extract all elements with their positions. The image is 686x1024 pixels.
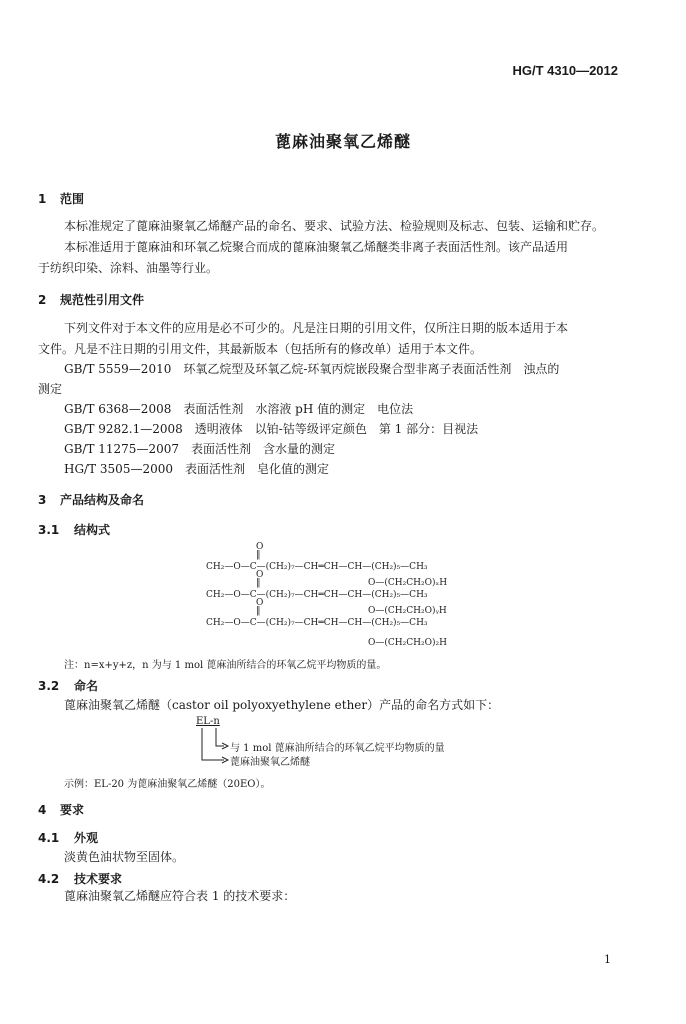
section-number: 1 (38, 192, 47, 206)
naming-label: 与 1 mol 蓖麻油所结合的环氧乙烷平均物质的量 (230, 743, 445, 754)
section-title: 范围 (60, 192, 85, 206)
section-number: 3 (38, 493, 47, 507)
subsection-3-2-heading (38, 677, 98, 694)
section-title: 技术要求 (74, 872, 123, 886)
paragraph: 本标准规定了蓖麻油聚氧乙烯醚产品的命名、要求、试验方法、检验规则及标志、包装、运输和贮存。 (64, 219, 605, 233)
formula-row: CH₂—O—C—(CH₂)₇—CH═CH—CH—(CH₂)₅—CH₃ (206, 590, 428, 600)
section-title: 规范性引用文件 (60, 293, 145, 307)
paragraph: 淡黄色油状物至固体。 (64, 850, 185, 864)
naming-code: EL-n (196, 716, 220, 727)
section-number: 4 (38, 803, 47, 817)
paragraph: 本标准适用于蓖麻油和环氧乙烷聚合而成的蓖麻油聚氧乙烯醚类非离子表面活性剂。该产品适用 (64, 240, 569, 254)
subsection-4-2-heading (38, 870, 122, 887)
section-number: 2 (38, 293, 47, 307)
formula-row: CH₂—O—C—(CH₂)₇—CH═CH—CH—(CH₂)₅—CH₃ (206, 562, 428, 572)
carbonyl-oxygen: O (256, 598, 264, 608)
section-number: 4.2 (38, 872, 60, 886)
section-title: 结构式 (74, 523, 111, 537)
example-line: 示例：EL-20 为蓖麻油聚氧乙烯醚（20EO）。 (64, 779, 271, 790)
page-title: 蓖麻油聚氧乙烯醚 (274, 132, 411, 151)
paragraph: 于纺织印染、涂料、油墨等行业。 (38, 261, 219, 275)
subsection-3-1-heading (38, 521, 110, 538)
formula-row: CH₂—O—C—(CH₂)₇—CH═CH—CH—(CH₂)₅—CH₃ (206, 618, 428, 628)
eo-chain: O—(CH₂CH₂O)ᵧH (368, 606, 447, 616)
section-1-heading (38, 190, 84, 207)
reference-item: GB/T 11275—2007 表面活性剂 含水量的测定 (64, 442, 335, 456)
section-4-heading (38, 801, 84, 818)
standard-number: HG/T 4310—2012 (512, 63, 618, 78)
reference-item: GB/T 9282.1—2008 透明液体 以铂-钴等级评定颜色 第 1 部分：目视法 (64, 422, 479, 436)
reference-item: GB/T 5559—2010 环氧乙烷型及环氧乙烷-环氧丙烷嵌段聚合型非离子表面活性剂 浊点的 (64, 362, 560, 376)
eo-chain: O—(CH₂CH₂O)₂H (368, 638, 447, 648)
subsection-4-1-heading (38, 829, 98, 846)
paragraph: 下列文件对于本文件的应用是必不可少的。凡是注日期的引用文件，仅所注日期的版本适用于本 (64, 321, 569, 335)
section-number: 4.1 (38, 831, 60, 845)
section-title: 命名 (74, 679, 99, 693)
paragraph: 蓖麻油聚氧乙烯醚应符合表 1 的技术要求： (64, 889, 296, 903)
section-number: 3.2 (38, 679, 60, 693)
naming-label: 蓖麻油聚氧乙烯醚 (230, 757, 310, 768)
page-number: 1 (604, 953, 611, 966)
double-bond: ‖ (256, 578, 261, 588)
carbonyl-oxygen: O (256, 570, 264, 580)
structural-formula (206, 542, 466, 652)
naming-diagram (196, 716, 516, 770)
carbonyl-oxygen: O (256, 542, 264, 552)
double-bond: ‖ (256, 550, 261, 560)
formula-note: 注：n=x+y+z，n 为与 1 mol 蓖麻油所结合的环氧乙烷平均物质的量。 (64, 660, 387, 671)
section-title: 产品结构及命名 (60, 493, 145, 507)
paragraph: 蓖麻油聚氧乙烯醚（castor oil polyoxyethylene ether）产品的命名方式如下： (64, 698, 500, 712)
reference-item: GB/T 6368—2008 表面活性剂 水溶液 pH 值的测定 电位法 (64, 402, 414, 416)
eo-chain: O—(CH₂CH₂O)ₓH (368, 578, 448, 588)
section-title: 要求 (60, 803, 85, 817)
section-title: 外观 (74, 831, 99, 845)
section-2-heading (38, 291, 144, 308)
reference-item: 测定 (38, 382, 63, 396)
section-number: 3.1 (38, 523, 60, 537)
section-3-heading (38, 491, 144, 508)
double-bond: ‖ (256, 606, 261, 616)
reference-item: HG/T 3505—2000 表面活性剂 皂化值的测定 (64, 462, 329, 476)
paragraph: 文件。凡是不注日期的引用文件，其最新版本（包括所有的修改单）适用于本文件。 (38, 342, 483, 356)
